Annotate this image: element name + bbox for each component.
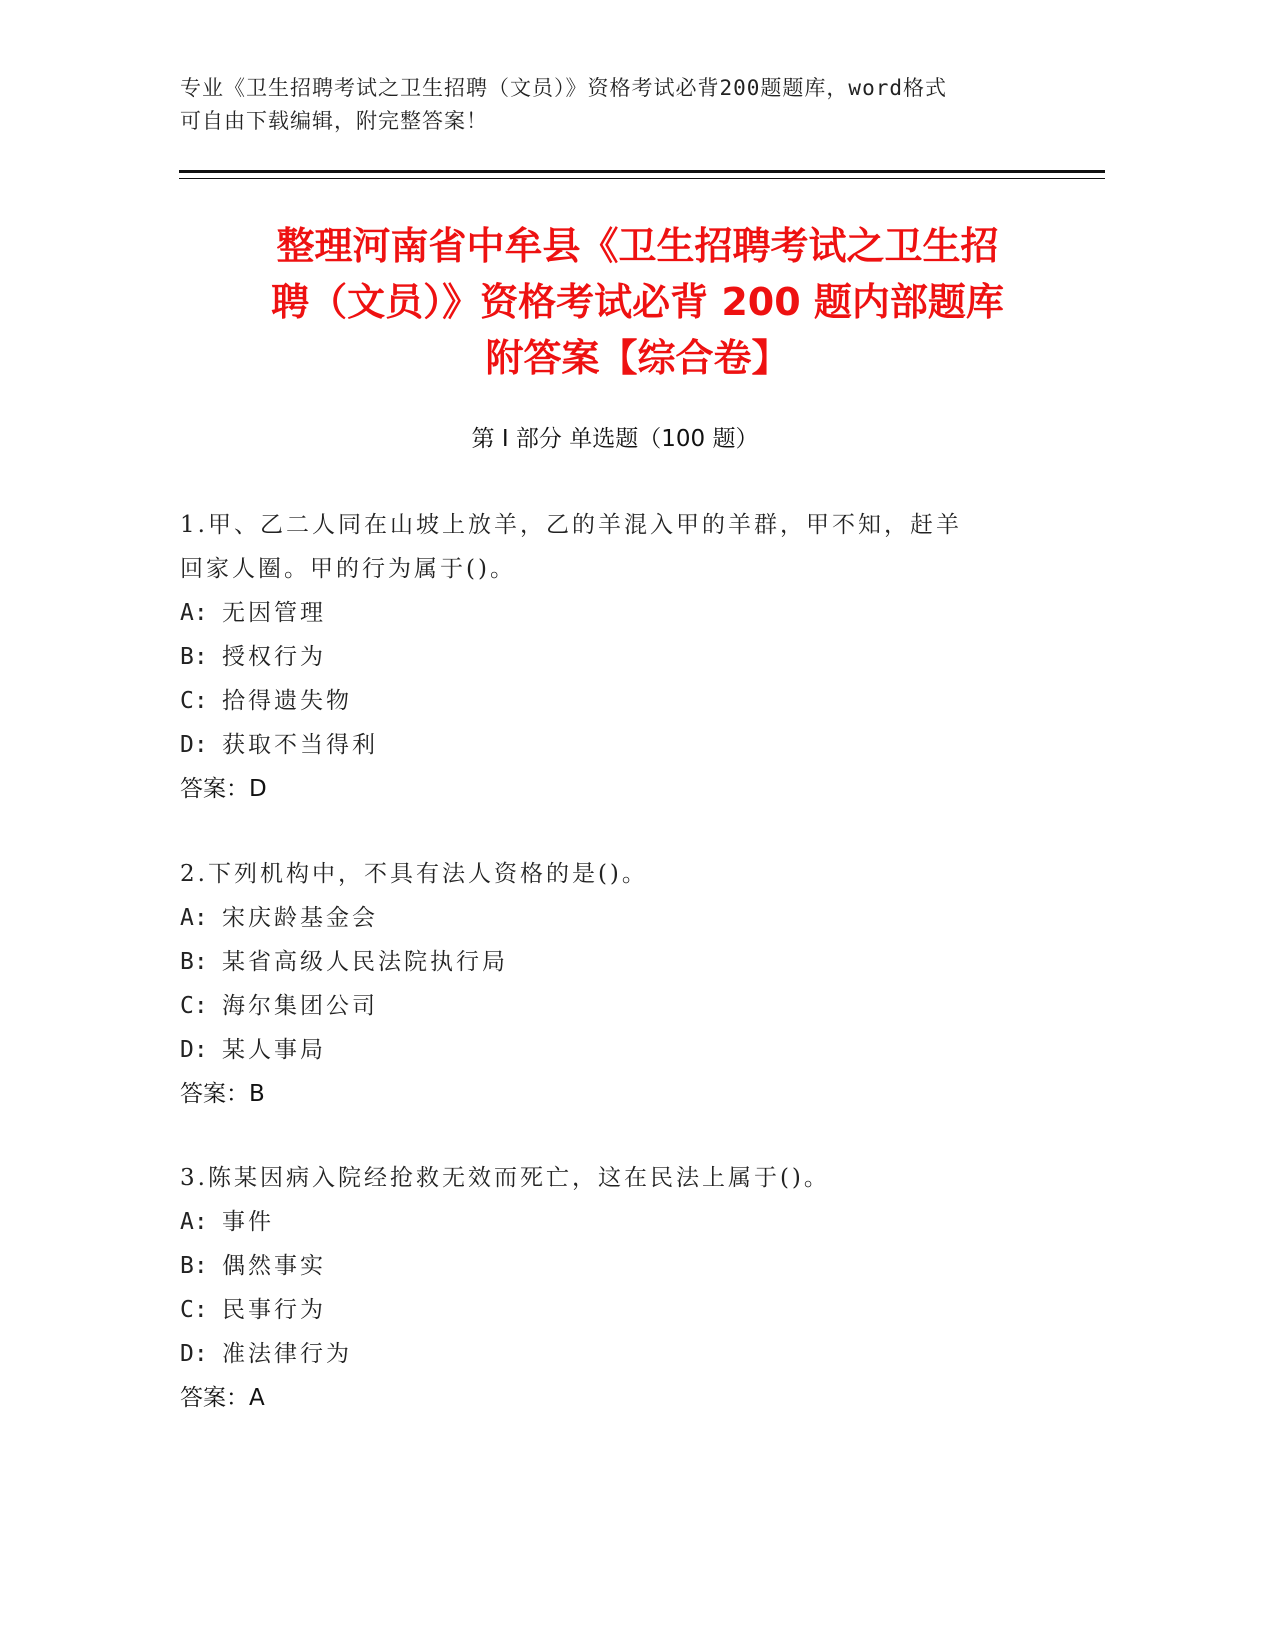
option-d [180,1028,1030,1072]
question-2 [180,852,1030,1116]
option-c [180,984,1030,1028]
header-divider-thin [179,178,1105,179]
header-note-line-1: 专业《卫生招聘考试之卫生招聘（文员）》资格考试必背200题题库，word格式 [180,76,947,100]
option-text: 偶然事实 [222,1253,326,1279]
header-note-line-2: 可自由下载编辑，附完整答案！ [180,109,488,133]
option-key: A: [180,905,208,931]
header-divider-thick [179,170,1105,173]
option-d [180,723,1030,767]
answer-line: 答案：D [180,776,267,802]
option-key: C: [180,1297,208,1323]
option-key: B: [180,1253,208,1279]
option-text: 民事行为 [222,1297,326,1323]
document-title-line-1: 整理河南省中牟县《卫生招聘考试之卫生招 [276,224,999,268]
question-3 [180,1156,1030,1420]
document-title [150,218,1125,386]
option-c [180,679,1030,723]
option-key: C: [180,993,208,1019]
question-stem: 3.陈某因病入院经抢救无效而死亡，这在民法上属于()。 [180,1165,830,1191]
option-key: D: [180,1341,208,1367]
option-key: C: [180,688,208,714]
option-key: A: [180,600,208,626]
document-title-line-3: 附答案【综合卷】 [485,336,790,380]
question-stem: 2.下列机构中，不具有法人资格的是()。 [180,861,648,887]
option-a [180,1200,1030,1244]
option-text: 准法律行为 [222,1341,352,1367]
answer-line: 答案：B [180,1081,265,1107]
option-text: 海尔集团公司 [222,993,378,1019]
option-d [180,1332,1030,1376]
option-b [180,635,1030,679]
option-text: 事件 [222,1209,274,1235]
option-key: B: [180,644,208,670]
option-text: 授权行为 [222,644,326,670]
option-text: 无因管理 [222,600,326,626]
option-b [180,940,1030,984]
option-text: 宋庆龄基金会 [222,905,378,931]
option-b [180,1244,1030,1288]
option-text: 拾得遗失物 [222,688,352,714]
option-text: 获取不当得利 [222,732,378,758]
option-key: D: [180,732,208,758]
option-text: 某人事局 [222,1037,326,1063]
document-title-line-2: 聘（文员）》资格考试必背 200 题内部题库 [271,280,1004,324]
question-1 [180,503,1030,811]
option-a [180,591,1030,635]
option-key: B: [180,949,208,975]
question-stem: 1.甲、乙二人同在山坡上放羊，乙的羊混入甲的羊群，甲不知，赶羊 [180,512,962,538]
header-note [180,72,1080,138]
question-stem-continued: 回家人圈。甲的行为属于()。 [180,556,516,582]
option-c [180,1288,1030,1332]
option-a [180,896,1030,940]
section-title: 第 I 部分 单选题（100 题） [471,426,759,452]
option-key: A: [180,1209,208,1235]
option-key: D: [180,1037,208,1063]
answer-line: 答案：A [180,1385,265,1411]
option-text: 某省高级人民法院执行局 [222,949,508,975]
